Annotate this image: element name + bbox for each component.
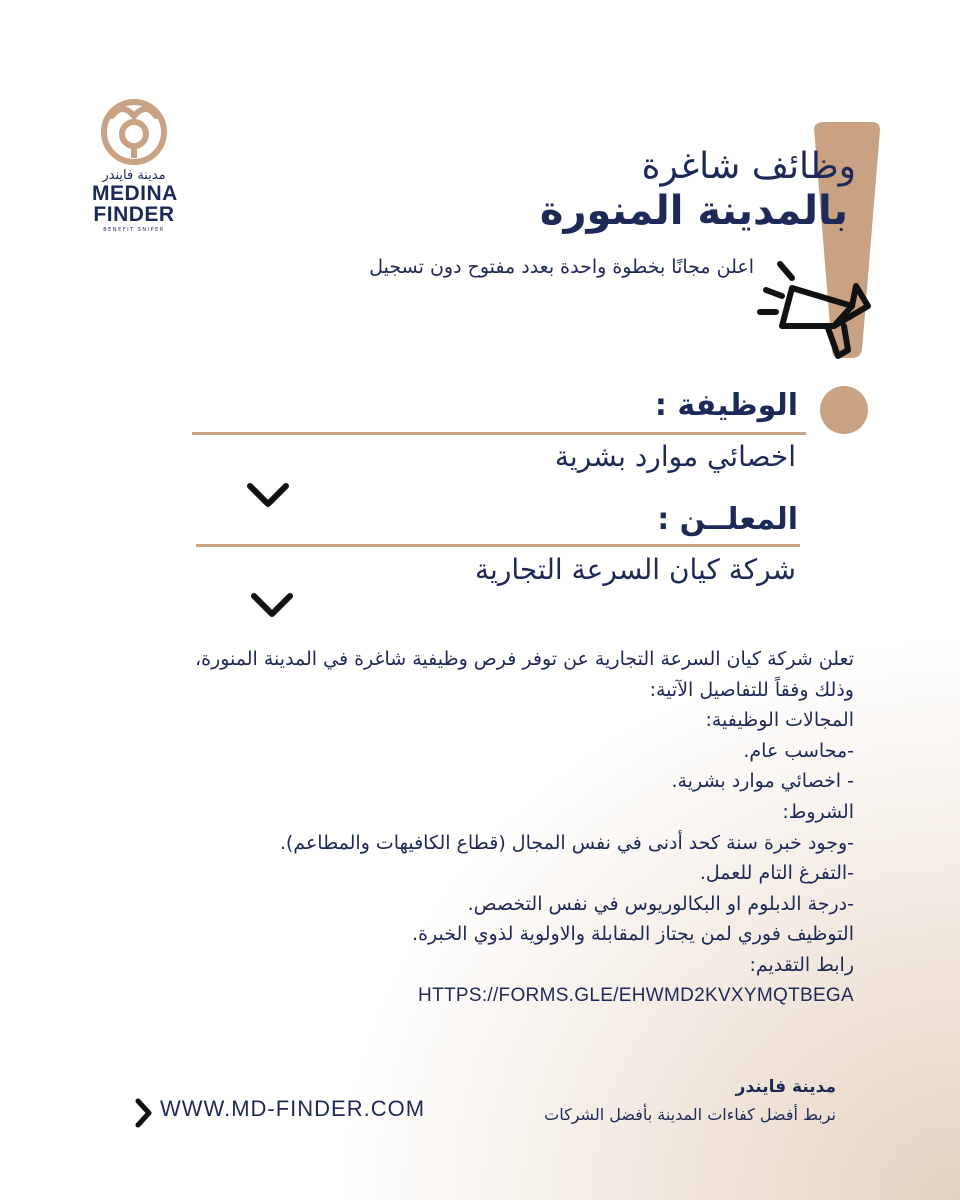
application-link[interactable]: HTTPS://FORMS.GLE/EHWMD2KVXYMQTBEGA: [418, 984, 854, 1006]
chevron-right-icon: [134, 1098, 154, 1128]
brand-name-line1: MEDINA: [92, 182, 178, 205]
details-line: -درجة الدبلوم او البكالوريوس في نفس التخصص.: [467, 892, 854, 915]
brand-name-line2: FINDER: [93, 203, 175, 226]
details-line: -وجود خبرة سنة كحد أدنى في نفس المجال (قطاع الكافيهات والمطاعم).: [279, 831, 854, 854]
job-value: اخصائي موارد بشرية: [554, 440, 796, 473]
details-line: - اخصائي موارد بشرية.: [671, 770, 854, 793]
job-label: الوظيفة :: [654, 388, 798, 423]
details-line: -التفرغ التام للعمل.: [699, 862, 854, 885]
details-line: -محاسب عام.: [743, 739, 854, 762]
details-line: تعلن شركة كيان السرعة التجارية عن توفر فرص وظيفية شاغرة في المدينة المنورة،: [194, 648, 854, 670]
brand-arabic-name: مدينة فايندر: [102, 168, 166, 183]
details-line: التوظيف فوري لمن يجتاز المقابلة والاولوية لذوي الخبرة.: [412, 923, 854, 946]
page-subtitle: اعلن مجانًا بخطوة واحدة بعدد مفتوح دون تسجيل: [369, 256, 754, 278]
details-line: المجالات الوظيفية:: [705, 709, 854, 732]
job-divider: [192, 432, 806, 435]
advertiser-label: المعلــن :: [657, 502, 798, 537]
chevron-down-icon: [246, 482, 290, 510]
advertiser-divider: [196, 544, 800, 547]
advertiser-value: شركة كيان السرعة التجارية: [475, 553, 796, 586]
megaphone-icon: [752, 258, 882, 368]
details-line: وذلك وفقاً للتفاصيل الآتية:: [649, 678, 854, 701]
footer-tagline: نربط أفضل كفاءات المدينة بأفضل الشركات: [544, 1105, 836, 1124]
brand-tagline: BENEFIT SNIPER: [103, 227, 165, 233]
website-link[interactable]: WWW.MD-FINDER.COM: [160, 1096, 426, 1121]
job-details: [134, 644, 854, 1011]
details-line: الشروط:: [782, 800, 854, 823]
medina-finder-logo-icon: [98, 96, 170, 166]
footer-brand-name: مدينة فايندر: [735, 1077, 836, 1097]
brand-logo: [92, 96, 176, 233]
page-title-line1: وظائف شاغرة: [641, 146, 856, 187]
chevron-down-icon: [250, 592, 294, 620]
page-title-line2: بالمدينة المنورة: [539, 188, 848, 234]
details-line: رابط التقديم:: [749, 953, 854, 976]
